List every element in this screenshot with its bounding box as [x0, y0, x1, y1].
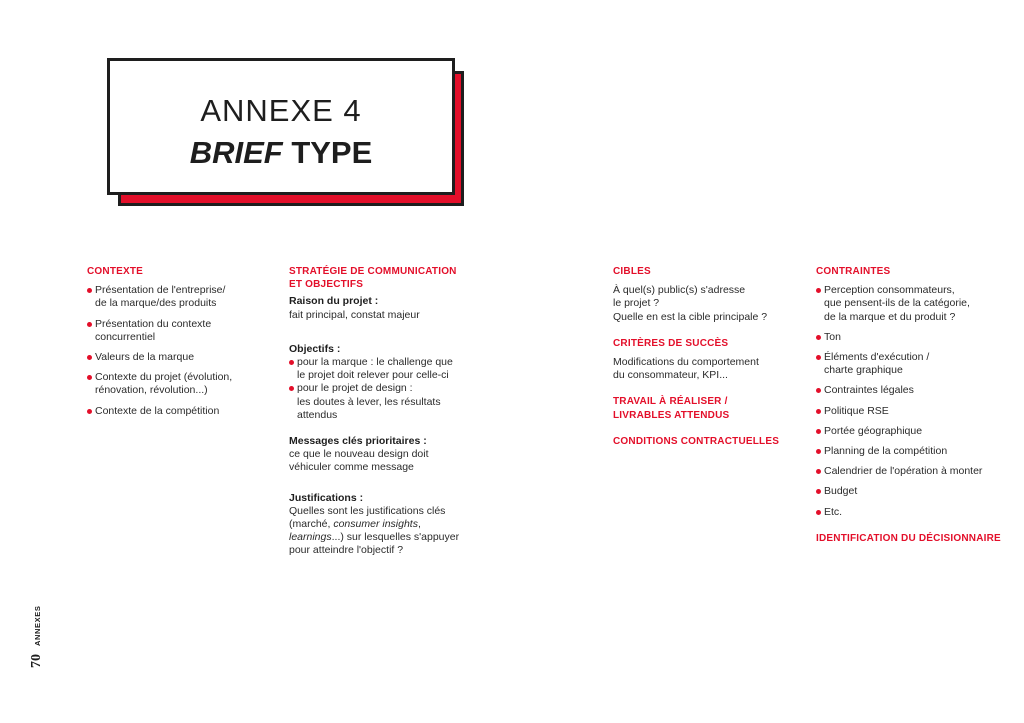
column-cibles	[613, 265, 803, 454]
bullet-icon	[816, 429, 821, 434]
list-item-text: Perception consommateurs, que pensent-ils de la catégorie, de la marque et du produit ?	[824, 284, 970, 323]
contexte-list	[87, 284, 277, 418]
bullet-icon	[87, 409, 92, 414]
list-item	[87, 318, 277, 344]
raison-title: Raison du projet :	[289, 295, 379, 308]
list-item	[289, 356, 489, 382]
bullet-icon	[87, 375, 92, 380]
justifications-text	[289, 505, 489, 558]
heading-travail: TRAVAIL À RÉALISER / LIVRABLES ATTENDUS	[613, 396, 730, 421]
justif-italic: learnings	[289, 531, 332, 544]
justif-line: ,	[417, 518, 421, 531]
bullet-icon	[87, 322, 92, 327]
list-item-text: Calendrier de l'opération à monter	[824, 465, 983, 478]
bullet-icon	[816, 388, 821, 393]
list-item-text: pour le projet de design : les doutes à lever, les résultats attendus	[297, 382, 441, 421]
cibles-text: À quel(s) public(s) s'adresse le projet ? Quelle en est la cible principale ?	[613, 284, 768, 323]
heading-conditions: CONDITIONS CONTRACTUELLES	[613, 435, 780, 447]
criteres-text: Modifications du comportement du consommateur, KPI...	[613, 356, 759, 382]
bullet-icon	[816, 335, 821, 340]
heading-contraintes: CONTRAINTES	[816, 266, 891, 277]
messages-title: Messages clés prioritaires :	[289, 435, 427, 448]
heading-decisionnaire: IDENTIFICATION DU DÉCISIONNAIRE	[816, 532, 1001, 544]
bullet-icon	[816, 288, 821, 293]
contraintes-list	[816, 284, 1016, 519]
list-item	[816, 445, 1016, 458]
list-item-text: Politique RSE	[824, 404, 889, 417]
heading-contexte: CONTEXTE	[87, 266, 144, 277]
bullet-icon	[816, 469, 821, 474]
messages-text: ce que le nouveau design doit véhiculer comme message	[289, 448, 429, 474]
bullet-icon	[87, 288, 92, 293]
raison-text: fait principal, constat majeur	[289, 308, 420, 321]
page-number: 70	[29, 654, 44, 668]
list-item	[87, 371, 277, 397]
list-item	[816, 384, 1016, 397]
list-item	[816, 351, 1016, 377]
list-item-text: Présentation du contexte concurrentiel	[95, 317, 212, 343]
list-item	[816, 506, 1016, 519]
list-item-text: Contraintes légales	[824, 384, 914, 397]
bullet-icon	[816, 449, 821, 454]
list-item	[816, 425, 1016, 438]
list-item	[289, 382, 489, 422]
list-item-text: Etc.	[824, 505, 843, 518]
objectifs-title: Objectifs :	[289, 342, 341, 355]
title-box	[107, 58, 455, 195]
column-strategie	[289, 265, 489, 558]
bullet-icon	[816, 409, 821, 414]
list-item-text: Ton	[824, 330, 841, 343]
column-contexte	[87, 265, 277, 425]
list-item-text: Contexte de la compétition	[95, 404, 220, 417]
list-item	[816, 485, 1016, 498]
list-item	[816, 331, 1016, 344]
bullet-icon	[289, 360, 294, 365]
title-type: TYPE	[282, 135, 373, 170]
bullet-icon	[816, 355, 821, 360]
column-contraintes	[816, 265, 1016, 551]
bullet-icon	[816, 510, 821, 515]
justifications-title: Justifications :	[289, 491, 364, 504]
list-item-text: Portée géographique	[824, 424, 923, 437]
title-brief: BRIEF	[189, 135, 283, 170]
title-brief-type	[110, 135, 452, 171]
bullet-icon	[816, 489, 821, 494]
justif-italic: consumer insights	[333, 518, 418, 531]
bullet-icon	[289, 386, 294, 391]
section-label: ANNEXES	[33, 605, 42, 646]
list-item-text: Planning de la compétition	[824, 445, 948, 458]
list-item	[816, 284, 1016, 324]
objectifs-list	[289, 356, 489, 422]
justif-line: ...) sur lesquelles s'appuyer	[331, 531, 460, 544]
list-item-text: pour la marque : le challenge que le projet doit relever pour celle-ci	[297, 356, 453, 382]
list-item-text: Présentation de l'entreprise/ de la marque/des produits	[95, 284, 226, 310]
justif-line: (marché,	[289, 518, 334, 531]
title-annexe: ANNEXE 4	[200, 93, 362, 128]
list-item-text: Budget	[824, 485, 858, 498]
list-item	[816, 405, 1016, 418]
list-item	[87, 351, 277, 364]
list-item	[816, 465, 1016, 478]
heading-criteres: CRITÈRES DE SUCCÈS	[613, 337, 729, 349]
list-item	[87, 284, 277, 310]
list-item-text: Éléments d'exécution / charte graphique	[824, 351, 930, 377]
justif-line: Quelles sont les justifications clés	[289, 504, 446, 517]
list-item	[87, 405, 277, 418]
list-item-text: Valeurs de la marque	[95, 351, 195, 364]
heading-strategie: STRATÉGIE DE COMMUNICATION ET OBJECTIFS	[289, 266, 457, 291]
heading-cibles: CIBLES	[613, 266, 651, 277]
bullet-icon	[87, 355, 92, 360]
list-item-text: Contexte du projet (évolution, rénovation, révolution...)	[95, 371, 233, 397]
page-side-label	[27, 606, 45, 668]
justif-line: pour atteindre l'objectif ?	[289, 544, 404, 557]
